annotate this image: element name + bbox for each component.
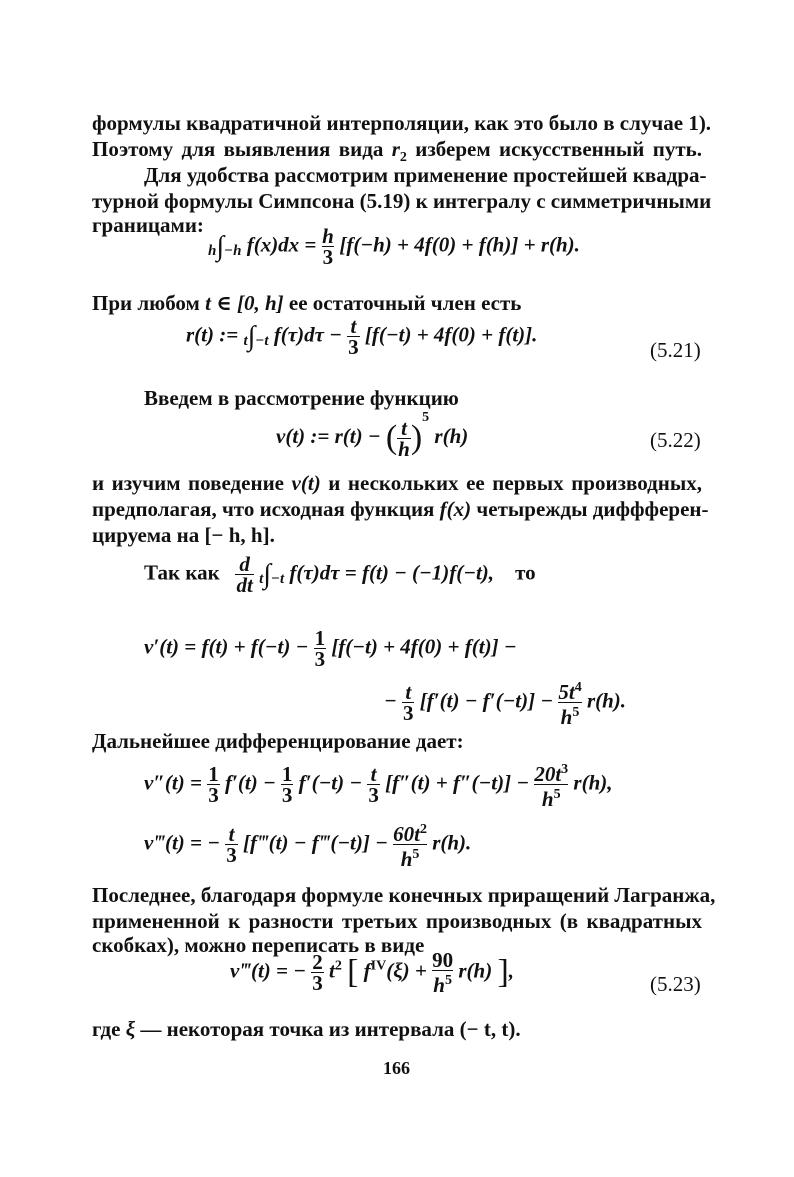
text-line-9: предполагая, что исходная функция f(x) четырежды диффферен- — [92, 497, 709, 521]
text-line-7: Введем в рассмотрение функцию — [144, 386, 459, 410]
equation-number-5-21: (5.21) — [650, 338, 701, 362]
integral-symmetric: h∫−h — [208, 230, 242, 262]
equation-5-21: r(t) := t∫−t f(τ)dτ − $\frac{t}{3}$ [f(−t) + 4f(0) + f(t)]. — [186, 314, 538, 359]
fraction-h-over-3: $\frac{h}{3}$ — [322, 224, 334, 269]
fraction-1-over-3-b: $\frac{1}{3}$ — [281, 762, 293, 807]
text-line-14: примененной к разности третьих производных (в квадратных — [92, 909, 702, 933]
equation-v-prime-line-2: − $\frac{t}{3}$ [f′(t) − f′(−t)] − $\frac{5t^4}{h^5}$ r(h). — [384, 680, 627, 729]
text-line-12: Дальнейшее дифференцирование дает: — [92, 729, 464, 753]
integral-t-2: t∫−t — [259, 558, 285, 590]
text-line-10: цируема на [− h, h]. — [92, 523, 275, 547]
equation-v-double-prime: v″(t) = $\frac{1}{3}$ f′(t) − $\frac{1}{3}$ f′(−t) − $\frac{t}{3}$ [f″(t) + f″(−t)] − $\frac{20t^3}{h^5}$ r(h), — [144, 762, 613, 811]
fraction-t-over-3: $\frac{t}{3}$ — [348, 314, 359, 359]
fraction-90-over-h5: $\frac{90}{h^5}$ — [432, 948, 454, 997]
equation-5-22: v(t) := r(t) − ( $\frac{t}{h}$ )$^5$ r(h) — [276, 410, 469, 461]
fraction-t-over-3-4: $\frac{t}{3}$ — [226, 822, 237, 867]
equation-derivative-integral: Так как $\frac{d}{dt}$ t∫−t f(τ)dτ = f(t) − (−1)f(−t), то — [144, 552, 536, 597]
text-line-4: турной формулы Симпсона (5.19) к интегралу с симметричными — [92, 189, 712, 213]
equation-v-prime-line-1: v′(t) = f(t) + f(−t) − $\frac{1}{3}$ [f(−t) + 4f(0) + f(t)] − — [144, 626, 517, 671]
text-line-3: Для удобства рассмотрим применение простейшей квадра- — [144, 163, 707, 187]
text-line-5: границами: — [92, 213, 204, 237]
text-line-2: Поэтому для выявления вида $r_2$ изберем искусственный путь. — [92, 137, 703, 166]
equation-number-5-23: (5.23) — [650, 972, 701, 996]
equation-simpson: h∫−h f(x)dx = $\frac{h}{3}$ [f(−h) + 4f(0) + f(h)] + r(h). — [208, 224, 580, 269]
fraction-60t2-over-h5: $\frac{60t^2}{h^5}$ — [393, 822, 427, 871]
fraction-d-dt: $\frac{d}{dt}$ — [236, 552, 253, 597]
page-number: 166 — [383, 1058, 410, 1078]
fraction-2-over-3: $\frac{2}{3}$ — [312, 950, 323, 995]
text-line-6: При любом t ∈ [0, h] ее остаточный член есть — [92, 291, 522, 315]
text-line-1: формулы квадратичной интерполяции, как это было в случае 1). — [92, 111, 712, 135]
fraction-t-over-h: $\frac{t}{h}$ — [398, 415, 410, 461]
fraction-1-over-3-a: $\frac{1}{3}$ — [208, 762, 219, 807]
fraction-t-over-3-2: $\frac{t}{3}$ — [402, 680, 414, 725]
equation-v-triple-prime: v‴(t) = − $\frac{t}{3}$ [f‴(t) − f‴(−t)] − $\frac{60t^2}{h^5}$ r(h). — [144, 822, 472, 871]
fraction-1-over-3: $\frac{1}{3}$ — [314, 626, 326, 671]
equation-5-23: v‴(t) = − $\frac{2}{3}$ $t^2$ [ $f^{IV}(\xi)$ + $\frac{90}{h^5}$ r(h) ], — [230, 948, 515, 997]
text-line-8: и изучим поведение v(t) и нескольких ее первых производных, — [92, 471, 702, 495]
text-line-16: где ξ — некоторая точка из интервала (− t, t). — [92, 1017, 521, 1041]
text-line-13: Последнее, благодаря формуле конечных приращений Лагранжа, — [92, 883, 716, 907]
equation-number-5-22: (5.22) — [650, 428, 701, 452]
fraction-20t3-over-h5: $\frac{20t^3}{h^5}$ — [534, 762, 569, 811]
integral-t: t∫−t — [243, 320, 269, 352]
fraction-t-over-3-3: $\frac{t}{3}$ — [368, 762, 379, 807]
text-line-15: скобках), можно переписать в виде — [92, 933, 425, 957]
fraction-5t4-over-h5: $\frac{5t^4}{h^5}$ — [558, 680, 582, 729]
